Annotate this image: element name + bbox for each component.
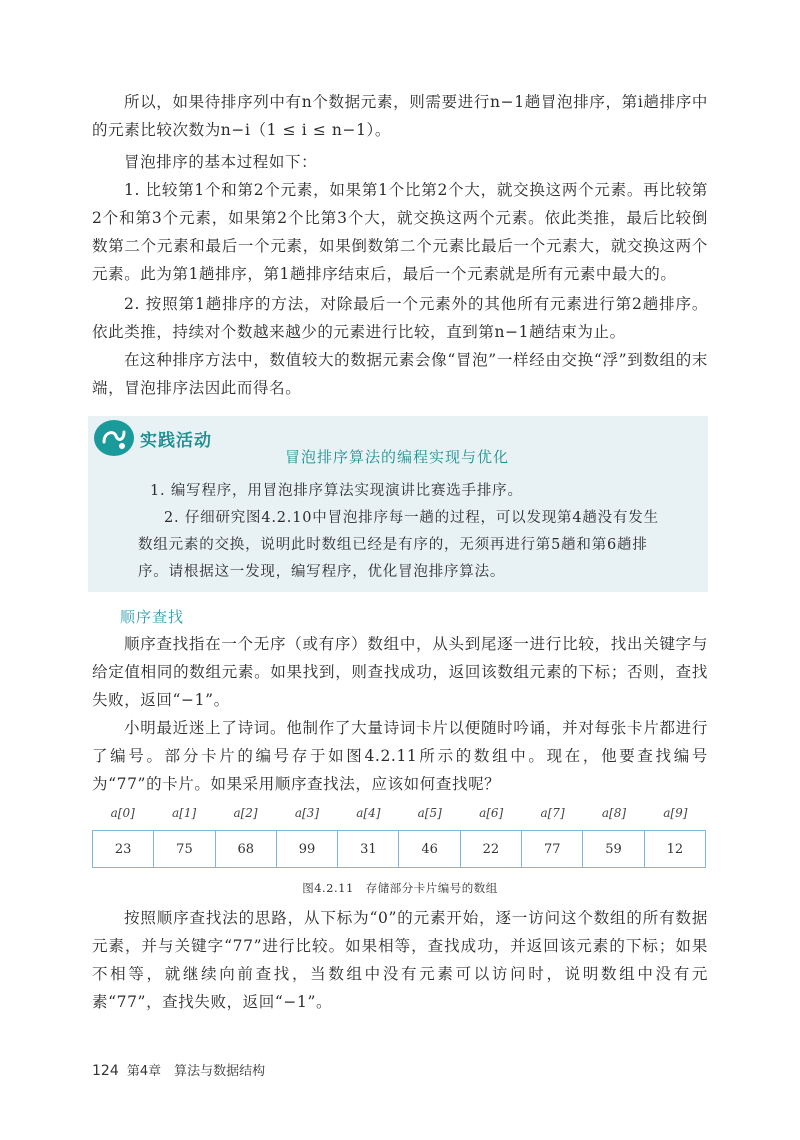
array-index-label: a[3] [294,806,319,820]
section-heading-sequential-search: 顺序查找 [120,608,185,626]
practice-activity-icon [92,418,136,458]
array-cell: 77 [522,831,583,868]
page-footer [92,1060,265,1079]
paragraph-search-procedure: 按照顺序查找法的思路，从下标为“0”的元素开始，逐一访问这个数组的所有数据元素，并与关键字“77”进行比较。如果相等，查找成功，并返回该元素的下标；如果不相等，就继续向前查找，当数组中没有元素可以访问时，说明数组中没有元素“77”，查找失败，返回“−1”。 [92,909,708,1011]
array-index-label: a[5] [417,806,442,820]
array-cell: 75 [154,831,215,868]
practice-activity-item-2: 2. 仔细研究图4.2.10中冒泡排序每一趟的过程，可以发现第4趟没有发生数组元素的交换，说明此时数组已经是有序的，无须再进行第5趟和第6趟排序。请根据这一发现，编写程序，优化冒泡排序算法。 [138,510,659,580]
array-index-label: a[4] [356,806,381,820]
paragraph-step-2: 2. 按照第1趟排序的方法，对除最后一个元素外的其他所有元素进行第2趟排序。依此类推，持续对个数越来越少的元素进行比较，直到第n−1趟结束为止。 [92,295,708,341]
array-cell: 31 [338,831,399,868]
array-value-row [93,831,706,868]
array-cell: 12 [644,831,705,868]
paragraph-bubble-intro: 所以，如果待排序列中有n个数据元素，则需要进行n−1趟冒泡排序，第i趟排序中的元素比较次数为n−i（1 ≤ i ≤ n−1）。 [92,93,708,139]
array-cell: 46 [399,831,460,868]
card-number-array [92,830,706,868]
array-cell: 68 [215,831,276,868]
array-index-label: a[8] [601,806,627,820]
array-index-label: a[0] [110,806,135,820]
array-index-label: a[6] [479,806,504,820]
paragraph-step-1: 1. 比较第1个和第2个元素，如果第1个比第2个大，就交换这两个元素。再比较第2个和第3个元素，如果第2个比第3个大，就交换这两个元素。依此类推，最后比较倒数第二个元素和最后一个元素，如果倒数第二个元素比最后一个元素大，就交换这两个元素。此为第1趟排序，第1趟排序结束后，最后一个元素就是所有元素中最大的。 [92,181,708,283]
practice-activity-label: 实践活动 [140,431,212,451]
array-index-label: a[2] [233,806,258,820]
paragraph-xiaoming-example: 小明最近迷上了诗词。他制作了大量诗词卡片以便随时吟诵，并对每张卡片都进行了编号。部分卡片的编号存于如图4.2.11所示的数组中。现在，他要查找编号为“77”的卡片。如果采用顺序查找法，应该如何查找呢？ [92,719,708,793]
figure-caption: 图4.2.11 存储部分卡片编号的数组 [302,881,498,895]
array-cell: 23 [93,831,154,868]
paragraph-process-heading: 冒泡排序的基本过程如下： [124,153,318,171]
array-cell: 59 [583,831,644,868]
array-index-label: a[9] [663,806,688,820]
practice-activity-item-1: 1. 编写程序，用冒泡排序算法实现演讲比赛选手排序。 [150,483,523,499]
array-cell: 22 [460,831,521,868]
page-number: 124 [92,1063,119,1079]
array-cell: 99 [276,831,337,868]
array-index-row [92,806,706,824]
chapter-title: 第4章 算法与数据结构 [126,1064,266,1079]
array-index-label: a[7] [540,806,565,820]
array-index-label: a[1] [172,806,197,820]
practice-activity-title: 冒泡排序算法的编程实现与优化 [285,448,510,466]
paragraph-naming: 在这种排序方法中，数值较大的数据元素会像“冒泡”一样经由交换“浮”到数组的末端，冒泡排序法因此而得名。 [92,351,708,397]
paragraph-sequential-definition: 顺序查找指在一个无序（或有序）数组中，从头到尾逐一进行比较，找出关键字与给定值相同的数组元素。如果找到，则查找成功，返回该数组元素的下标；否则，查找失败，返回“−1”。 [92,635,708,709]
